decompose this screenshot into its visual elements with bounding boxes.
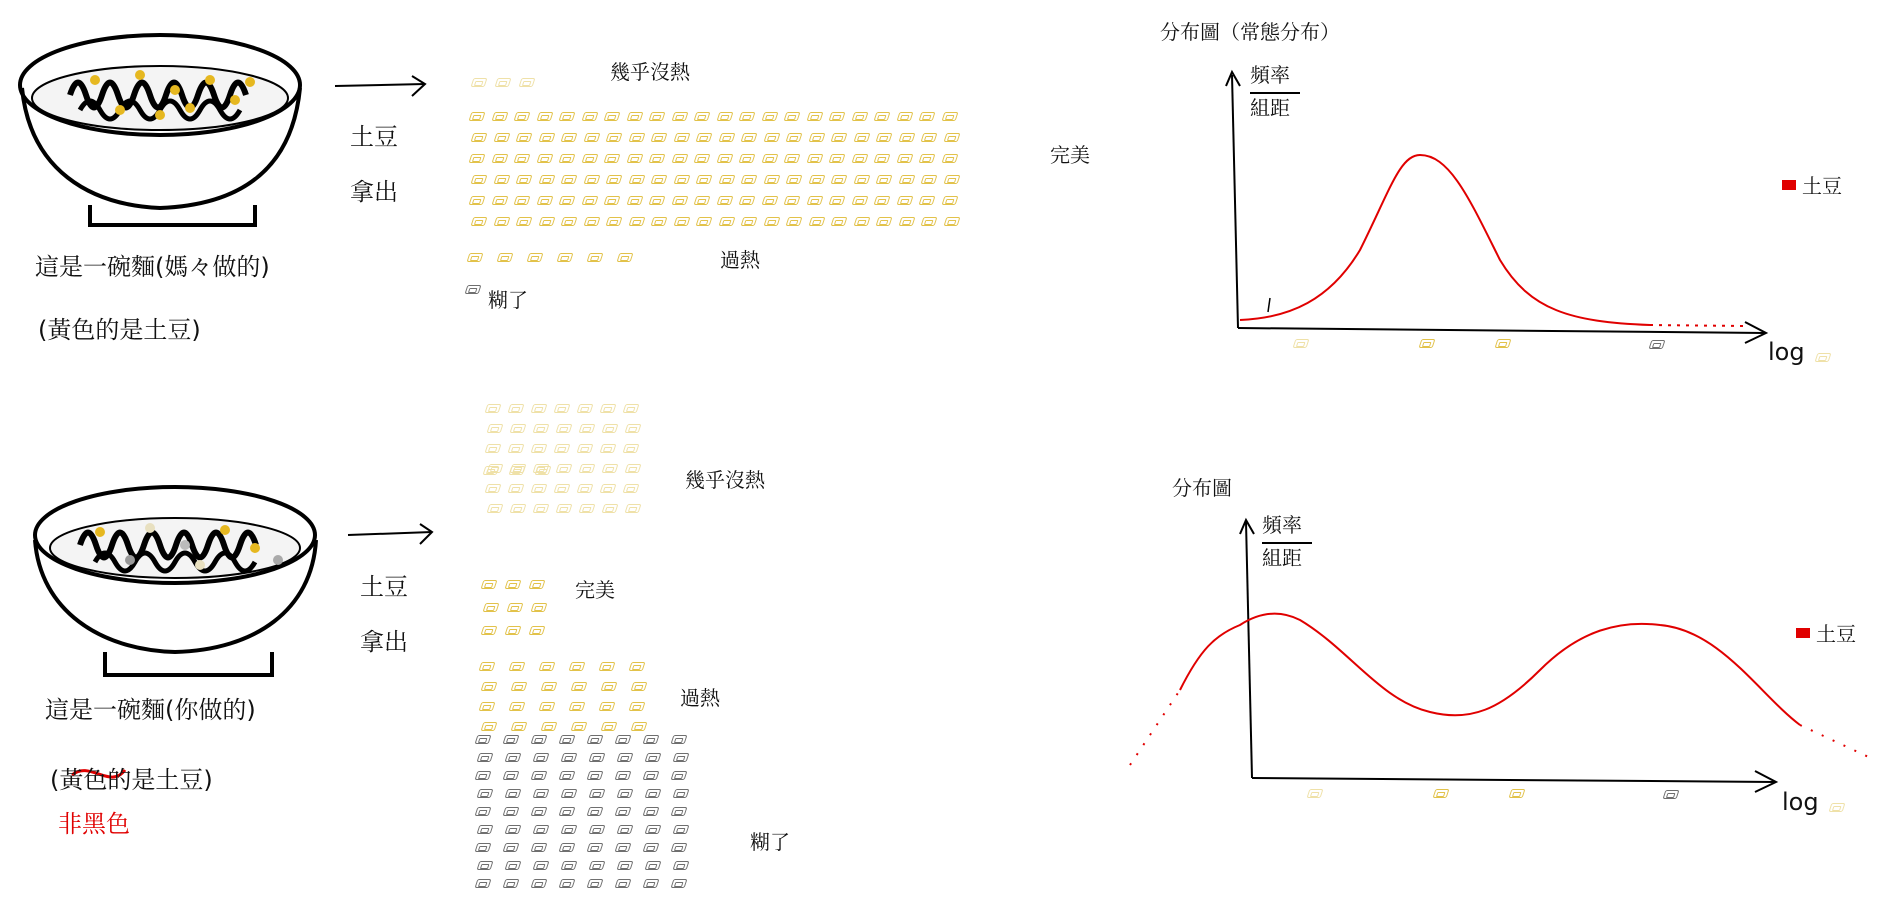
chart-top-legend-label: 土豆 — [1802, 174, 1842, 198]
potato-cube-perfect — [671, 112, 688, 121]
potato-cube-perfect — [673, 217, 690, 226]
potato-cube-perfect — [718, 175, 735, 184]
potato-cube-perfect — [943, 175, 960, 184]
yellow-note-bottom: (黃色的是土豆) — [50, 766, 213, 794]
noodle-bowl-bottom — [35, 487, 316, 675]
potato-cube-perfect — [491, 112, 508, 121]
potato-cube-perfect — [716, 112, 733, 121]
potato-cube-perfect — [898, 133, 915, 142]
potato-cube-perfect — [581, 154, 598, 163]
potato-cube-perfect — [716, 154, 733, 163]
potato-cube-perfect — [628, 133, 645, 142]
potato-cube-perfect — [628, 217, 645, 226]
potato-cube-perfect — [718, 217, 735, 226]
chart-top-ylabel-top: 頻率 — [1250, 63, 1290, 87]
potato-cube-perfect — [853, 175, 870, 184]
chart-bottom-ylabel-fraction-bar — [1262, 542, 1312, 544]
chart-top-curve — [1240, 155, 1650, 325]
bowl-caption-top: 這是一碗麵(媽々做的) — [35, 253, 270, 281]
potato-cube-perfect — [493, 175, 510, 184]
potato-cube-perfect — [941, 196, 958, 205]
potato-cube-perfect — [538, 133, 555, 142]
category-perfect-bottom: 完美 — [575, 578, 615, 602]
potato-cube-perfect — [671, 196, 688, 205]
chart-top-y-axis — [1232, 75, 1238, 328]
potato-cube-perfect — [538, 217, 555, 226]
chart-top-x-axis — [1238, 328, 1765, 333]
potato-cube-perfect — [943, 217, 960, 226]
potato-cube-perfect — [538, 175, 555, 184]
potato-cube-perfect — [626, 154, 643, 163]
chart-bottom — [1130, 520, 1875, 792]
potato-cube-perfect — [673, 133, 690, 142]
potato-cube-perfect — [493, 133, 510, 142]
potato-cube-perfect — [806, 112, 823, 121]
potato-cube-perfect — [581, 196, 598, 205]
potato-cube-perfect — [896, 112, 913, 121]
chart-top-xlabel: log — [1768, 338, 1805, 366]
chart-bottom-curve — [1180, 614, 1800, 725]
pick-label-2-top: 拿出 — [350, 178, 398, 206]
chart-bottom-xlabel: log — [1782, 788, 1819, 816]
category-burnt-top: 糊了 — [488, 288, 528, 312]
category-almost-none-bottom: 幾乎沒熱 — [685, 468, 765, 492]
pick-label-1-top: 土豆 — [350, 123, 398, 151]
potato-cube-perfect — [583, 217, 600, 226]
potato-cube-perfect — [851, 196, 868, 205]
yellow-note-top: (黃色的是土豆) — [38, 316, 201, 344]
chart-bottom-title: 分布圖 — [1172, 476, 1232, 500]
category-overheated-bottom: 過熱 — [680, 686, 720, 710]
category-burnt-bottom: 糊了 — [750, 830, 790, 854]
potato-cube-perfect — [626, 112, 643, 121]
arrow-bottom — [348, 524, 432, 544]
category-perfect-top: 完美 — [1050, 143, 1090, 167]
potato-cube-perfect — [673, 175, 690, 184]
potato-cube-perfect — [718, 133, 735, 142]
potato-cube-perfect — [806, 196, 823, 205]
bowl-caption-bottom: 這是一碗麵(你做的) — [45, 696, 256, 724]
potato-cube-perfect — [491, 196, 508, 205]
potato-cube-perfect — [851, 112, 868, 121]
chart-top-title: 分布圖（常態分布） — [1160, 20, 1340, 44]
potato-cube-perfect — [763, 217, 780, 226]
potato-cube-perfect — [806, 154, 823, 163]
potato-cube-perfect — [536, 112, 553, 121]
potato-cube-perfect — [808, 133, 825, 142]
chart-bottom-legend-swatch — [1796, 628, 1810, 638]
chart-top-ylabel-fraction-bar — [1250, 92, 1300, 94]
potato-cube-perfect — [763, 175, 780, 184]
potato-cube-perfect — [761, 196, 778, 205]
chart-top — [1226, 72, 1766, 343]
potato-cube-perfect — [626, 196, 643, 205]
potato-cube-perfect — [761, 154, 778, 163]
potato-cube-perfect — [941, 154, 958, 163]
chart-bottom-x-axis — [1252, 778, 1775, 782]
pick-label-2-bottom: 拿出 — [360, 628, 408, 656]
potato-cube-perfect — [943, 133, 960, 142]
potato-cube-perfect — [671, 154, 688, 163]
potato-cube-perfect — [941, 112, 958, 121]
category-overheated-top: 過熱 — [720, 248, 760, 272]
potato-cube-perfect — [896, 154, 913, 163]
potato-cube-perfect — [716, 196, 733, 205]
arrow-top — [335, 76, 425, 96]
potato-cube-perfect — [898, 175, 915, 184]
chart-bottom-ylabel-top: 頻率 — [1262, 513, 1302, 537]
category-almost-none-top: 幾乎沒熱 — [610, 60, 690, 84]
chart-bottom-y-axis — [1246, 522, 1252, 778]
potato-cube-perfect — [628, 175, 645, 184]
potato-cube-perfect — [583, 133, 600, 142]
potato-cube-perfect — [898, 217, 915, 226]
chart-top-ylabel-bottom: 組距 — [1250, 96, 1290, 120]
chart-top-legend-swatch — [1782, 180, 1796, 190]
potato-cube-perfect — [493, 217, 510, 226]
chart-bottom-legend-label: 土豆 — [1816, 622, 1856, 646]
potato-cube-perfect — [536, 196, 553, 205]
potato-cube-perfect — [491, 154, 508, 163]
potato-cube-perfect — [851, 154, 868, 163]
potato-cube-perfect — [808, 217, 825, 226]
potato-cube-perfect — [808, 175, 825, 184]
potato-cube-perfect — [536, 154, 553, 163]
potato-cube-perfect — [853, 133, 870, 142]
potato-cube-perfect — [853, 217, 870, 226]
potato-cube-perfect — [896, 196, 913, 205]
correction-not-black: 非黑色 — [58, 810, 130, 838]
potato-cube-perfect — [761, 112, 778, 121]
pick-label-1-bottom: 土豆 — [360, 573, 408, 601]
potato-cube-perfect — [583, 175, 600, 184]
chart-bottom-ylabel-bottom: 組距 — [1262, 546, 1302, 570]
potato-cube-perfect — [581, 112, 598, 121]
noodle-bowl-top — [20, 35, 300, 225]
potato-cube-perfect — [763, 133, 780, 142]
